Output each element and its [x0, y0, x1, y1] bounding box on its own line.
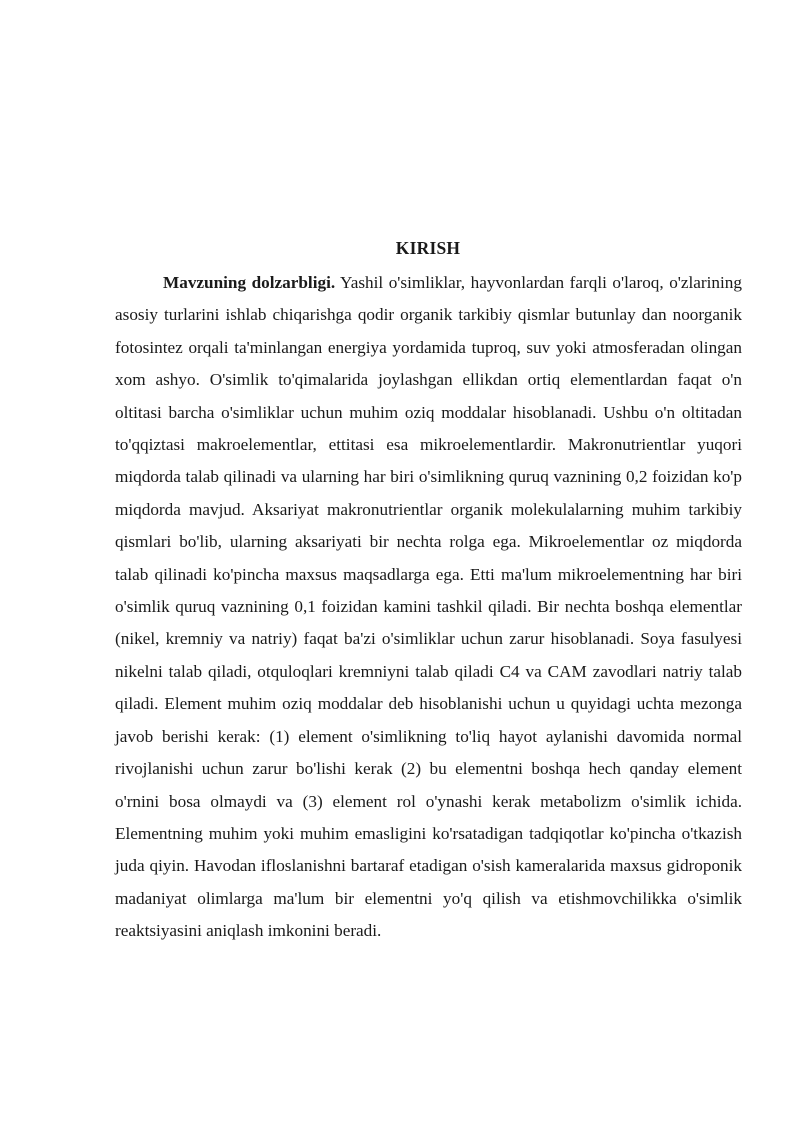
lead-phrase: Mavzuning dolzarbligi.	[163, 273, 336, 292]
paragraph-text: Yashil o'simliklar, hayvonlardan farqli o'laroq, o'zlarining asosiy turlarini ishlab chiqarishga qodir organik tarkibiy qismlar butunlay dan noorganik fotosintez orqali ta'minlangan energiya yordamida tuproq, suv yoki atmosferadan olingan xom ashyo. O'simlik to'qimalarida joylashgan ellikdan ortiq elementlardan faqat o'n oltitasi barcha o'simliklar uchun muhim oziq moddalar hisoblanadi. Ushbu o'n oltitadan to'qqiztasi makroelementlar, ettitasi esa mikroelementlardir. Makronutrientlar yuqori miqdorda talab qilinadi va ularning har biri o'simlikning quruq vaznining 0,2 foizidan ko'p miqdorda mavjud. Aksariyat makronutrientlar organik molekulalarning muhim tarkibiy qismlari bo'lib, ularning aksariyati bir nechta rolga ega. Mikroelementlar oz miqdorda talab qilinadi ko'pincha maxsus maqsadlarga ega. Etti ma'lum mikroelementning har biri o'simlik quruq vaznining 0,1 foizidan kamini tashkil qiladi. Bir nechta boshqa elementlar (nikel, kremniy va natriy) faqat ba'zi o'simliklar uchun zarur hisoblanadi. Soya fasulyesi nikelni talab qiladi, otquloqlari kremniyni talab qiladi C4 va CAM zavodlari natriy talab qiladi. Element muhim oziq moddalar deb hisoblanishi uchun u quyidagi uchta mezonga javob berishi kerak: (1) element o'simlikning to'liq hayot aylanishi davomida normal rivojlanishi uchun zarur bo'lishi kerak (2) bu elementni boshqa hech qanday element o'rnini bosa olmaydi va (3) element rol o'ynashi kerak metabolizm o'simlik ichida. Elementning muhim yoki muhim emasligini ko'rsatadigan tadqiqotlar ko'pincha o'tkazish juda qiyin. Havodan ifloslanishni bartaraf etadigan o'sish kameralarida maxsus gidroponik madaniyat olimlarga ma'lum bir elementni yo'q qilish va etishmovchilikka o'simlik reaktsiyasini aniqlash imkonini beradi.	[115, 273, 742, 941]
body-paragraph	[115, 267, 742, 948]
section-heading: KIRISH	[395, 238, 461, 258]
